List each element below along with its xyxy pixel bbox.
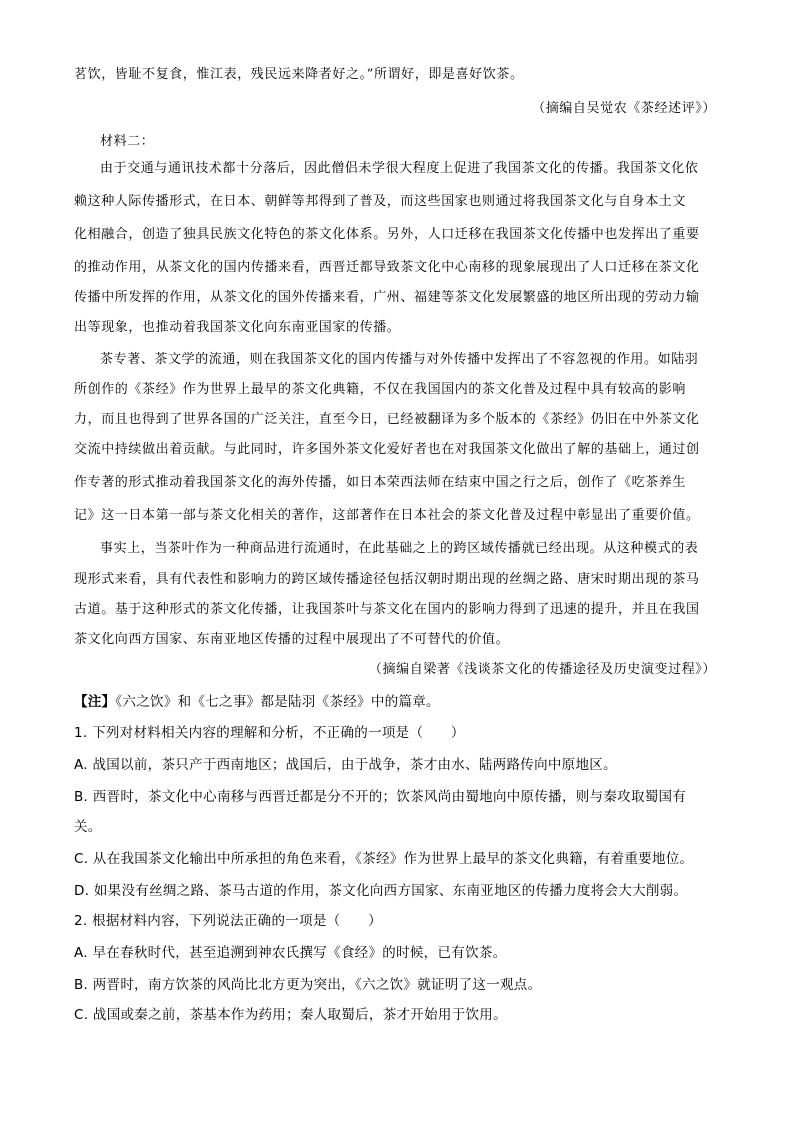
- note-text: 《六之饮》和《七之事》都是陆羽《茶经》中的篇章。: [115, 694, 440, 710]
- material2-line: 化相融合，创造了独具民族文化特色的茶文化体系。另外，人口迁移在我国茶文化传播中也发挥出了重要: [74, 227, 700, 242]
- material2-line: 作专著的形式推动着我国茶文化的海外传播，如日本荣西法师在结束中国之行之后，创作了《吃茶养生: [74, 475, 687, 490]
- material2-line: 事实上，当茶叶作为一种商品进行流通时，在此基础之上的跨区域传播就已经出现。从这种模式的表: [100, 541, 699, 556]
- material2-line: 出等现象，也推动着我国茶文化向东南亚国家的传播。: [74, 320, 401, 335]
- question1-option-b[interactable]: B. 西晋时，茶文化中心南移与西晋迁都是分不开的；饮茶风尚由蜀地向中原传播，则与秦攻取蜀国有: [74, 789, 687, 805]
- question2-option-c[interactable]: C. 战国或秦之前，茶基本作为药用；秦人取蜀后，茶才开始用于饮用。: [74, 1007, 507, 1023]
- question2-option-b[interactable]: B. 两晋时，南方饮茶的风尚比北方更为突出，《六之饮》就证明了这一观点。: [74, 977, 542, 993]
- material1-last-line: 茗饮，皆耻不复食，惟江表，残民远来降者好之。”所谓好，即是喜好饮茶。: [74, 67, 524, 82]
- material2-heading: 材料二：: [100, 134, 155, 149]
- question1-option-d[interactable]: D. 如果没有丝绸之路、茶马古道的作用，茶文化向西方国家、东南亚地区的传播力度将会大大削弱。: [74, 883, 688, 899]
- question1-option-b-continued[interactable]: 关。: [74, 819, 102, 835]
- question1-stem: 1. 下列对材料相关内容的理解和分析，不正确的一项是（ ）: [74, 725, 465, 741]
- question2-stem: 2. 根据材料内容，下列说法正确的一项是（ ）: [74, 913, 382, 929]
- question1-option-a[interactable]: A. 战国以前，茶只产于西南地区；战国后，由于战争，茶才由水、陆两路传向中原地区。: [74, 757, 617, 773]
- material2-line: 由于交通与通讯技术都十分落后，因此僧侣未学很大程度上促进了我国茶文化的传播。我国茶文化依: [100, 161, 699, 176]
- material2-line: 现形式来看，具有代表性和影响力的跨区域传播途径包括汉朝时期出现的丝绸之路、唐宋时期出现的茶马: [74, 572, 700, 587]
- material2-line: 的推动作用，从茶文化的国内传播来看，西晋迁都导致茶文化中心南移的现象展现出了人口迁移在茶文化: [74, 260, 700, 275]
- material2-line: 古道。基于这种形式的茶文化传播，让我国茶叶与茶文化在国内的影响力得到了迅速的提升，并且在我国: [74, 602, 700, 617]
- question2-option-a[interactable]: A. 早在春秋时代，甚至追溯到神农氏撰写《食经》的时候，已有饮茶。: [74, 945, 507, 961]
- material2-source: （摘编自梁著《浅谈茶文化的传播途径及历史演变过程》）: [368, 662, 716, 677]
- material1-source: （摘编自吴觉农《茶经述评》）: [532, 101, 716, 116]
- material2-line: 记》这一日本第一部与茶文化相关的著作，这部著作在日本社会的茶文化普及过程中彰显出了重要价值。: [74, 508, 700, 523]
- question1-option-c[interactable]: C. 从在我国茶文化输出中所承担的角色来看，《茶经》作为世界上最早的茶文化典籍，有着重要地位。: [74, 851, 694, 867]
- material2-line: 传播中所发挥的作用，从茶文化的国外传播来看，广州、福建等茶文化发展繁盛的地区所出现的劳动力输: [74, 290, 700, 305]
- material2-line: 交流中持续做出着贡献。与此同时，许多国外茶文化爱好者也在对我国茶文化做出了解的基础上，通过创: [74, 442, 700, 457]
- material2-line: 赖这种人际传播形式，在日本、朝鲜等邦得到了普及，而这些国家也则通过将我国茶文化与自身本土文: [74, 194, 687, 209]
- material2-line: 所创作的《茶经》作为世界上最早的茶文化典籍，不仅在我国国内的茶文化普及过程中具有较高的影响: [74, 382, 687, 397]
- material2-line: 力，而且也得到了世界各国的广泛关注，直至今日，已经被翻译为多个版本的《茶经》仍旧在中外茶文化: [74, 412, 700, 427]
- material2-line: 茶文化向西方国家、东南亚地区传播的过程中展现出了不可替代的价值。: [74, 632, 510, 647]
- material2-line: 茶专著、茶文学的流通，则在我国茶文化的国内传播与对外传播中发挥出了不容忽视的作用。如陆羽: [100, 352, 699, 367]
- note: [74, 693, 720, 711]
- note-label: 【注】: [74, 694, 116, 710]
